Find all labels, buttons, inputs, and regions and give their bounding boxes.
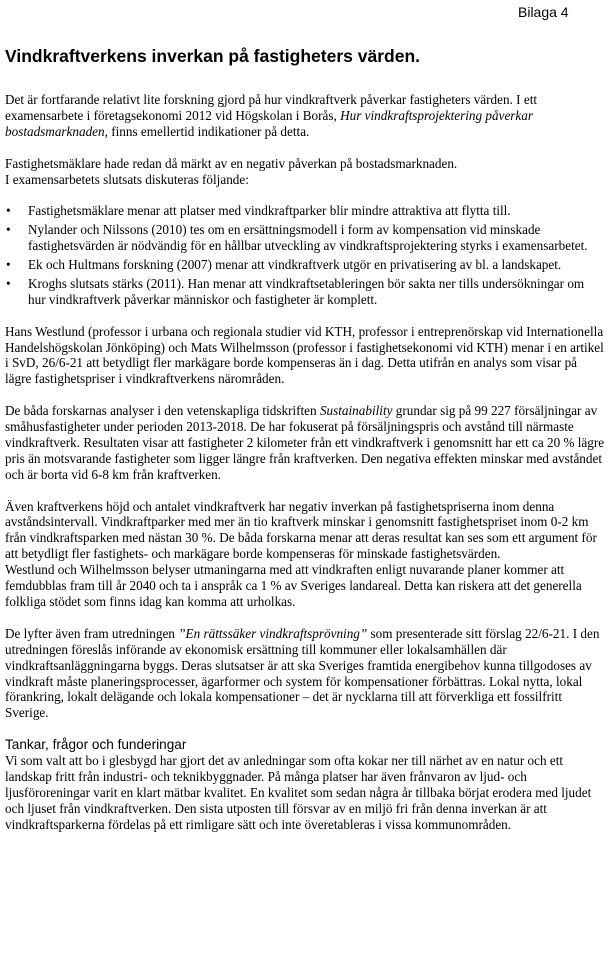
researchers-paragraph: Hans Westlund (professor i urbana och regionala studier vid KTH, professor i entreprenörskap vid Internationella Handelshögskolan Jönköping) och Mats Wilhelmsson (professor i fastighetsekonomi vid KTH) menar i en artikel i SvD, 26/6-21 att betydligt fler markägare borde kompenseras än i dag. Detta utifrån en analys som visar på lägre fastighetspriser i vindkraftverkens närområden. [5, 323, 604, 387]
height-effect-paragraph: Även kraftverkens höjd och antalet vindkraftverk har negativ inverkan på fastighetspriserna inom denna avståndsintervall. Vindkraftparker med mer än tio kraftverk minskar i genomsnitt fastighetspriset inom 0-2 km från vindkraftsparken med nästan 30 %. De båda forskarna menar att deras resultat kan ses som ett argument för att betydligt fler fastighets- och markägare borde kompenseras för minskade fastighetsvärden. [5, 498, 597, 562]
thesis-title: Hur vindkraftsprojektering påverkar bostadsmarknaden, [5, 107, 534, 139]
intro-paragraph: Det är fortfarande relativt lite forskning gjord på hur vindkraftverk påverkar fastigheters värden. I ett examensarbete i företagsekonomi 2012 vid Högskolan i Borås, Hur vindkraftsprojektering påverkar bostadsmarknaden, finns emellertid indikationer på detta. [5, 92, 538, 139]
page-title: Vindkraftverkens inverkan på fastigheters värden. [5, 46, 420, 66]
conclusion-intro: I examensarbetets slutsats diskuteras följande: [5, 171, 249, 187]
journal-title: Sustainability [319, 403, 393, 419]
thoughts-paragraph: Vi som valt att bo i glesbygd har gjort det av anledningar som ofta kokar ner till närhet av en natur och ett landskap fritt från industri- och teknikbyggnader. På många platser har även frånvaron av ljud- och ljusföroreningar varit en klart mätbar kvalitet. En kvalitet som sedan några år tillbaka börjat erodera med ljudet och ljuset från vindkraftverken. Den sista utposten till försvar av en miljö fri från denna inverkan är att vindkraftsparkerna fördelas på ett rimligare sätt och inte överetableras i vissa kommunområden. [5, 753, 592, 832]
annex-label: Bilaga 4 [518, 4, 569, 20]
list-item: • Ek och Hultmans forskning (2007) menar att vindkraftverk utgör en privatisering av bl. a landskapet. [5, 257, 605, 273]
broker-paragraph: Fastighetsmäklare hade redan då märkt av en negativ påverkan på bostadsmarknaden. [5, 155, 458, 171]
document-body [5, 92, 605, 848]
inquiry-paragraph: De lyfter även fram utredningen ”En rättssäker vindkraftsprövning” som presenterade sitt förslag 22/6-21. I den utredningen föreslås införande av ekonomisk ersättning till kommuner eller lokalsamhällen där vindkraftsanläggningarna byggs. Deras slutsatser är att ska Sveriges framtida energibehov kunna tillgodoses av vindkraft måste planeringsprocesser, ägarformer och system för kompensationer förbättras. Lokal nytta, lokal förankring, lokalt delägande och lokala kompensationer – det är nycklarna till att förverkliga ett fossilfritt Sverige. [5, 625, 600, 721]
conclusion-list [5, 203, 605, 307]
list-item: • Kroghs slutsats stärks (2011). Han menar att vindkraftsetableringen bör sakta ner tills undersökningar om hur vindkraftverk påverkar människor och fastigheter är komplett. [5, 276, 605, 308]
list-item: • Fastighetsmäklare menar att platser med vindkraftparker blir mindre attraktiva att flytta till. [5, 203, 605, 219]
challenges-paragraph: Westlund och Wilhelmsson belyser utmaningarna med att vindkraften enligt nuvarande planer kommer att femdubblas fram till år 2040 och ta i anspråk ca 1 % av Sveriges landareal. Detta kan riskera att det generella folkliga stödet som finns idag kan komma att urholkas. [5, 562, 582, 610]
analysis-paragraph: De båda forskarnas analyser i den vetenskapliga tidskriften Sustainability grundar sig på 99 227 försäljningar av småhusfastigheter under perioden 2013-2018. De har fokuserat på försäljningspris och avstånd till närmaste vindkraftverk. Resultaten visar att fastigheter 2 kilometer från ett vindkraftverk i genomsnitt har ett ca 20 % lägre pris än motsvarande fastigheter som ligger längre från kraftverken. Den negativa effekten minskar med avståndet och är borta vid 6-8 km från kraftverken. [5, 403, 605, 482]
inquiry-title: ”En rättssäker vindkraftsprövning” [178, 625, 368, 641]
list-item: • Nylander och Nilssons (2010) tes om en ersättningsmodell i form av kompensation vid minskade fastighetsvärden är nödvändig för en hållbar utveckling av vindkraftsprojektering styrks i examensarbetet. [5, 222, 605, 254]
section-heading: Tankar, frågor och funderingar [5, 737, 187, 753]
